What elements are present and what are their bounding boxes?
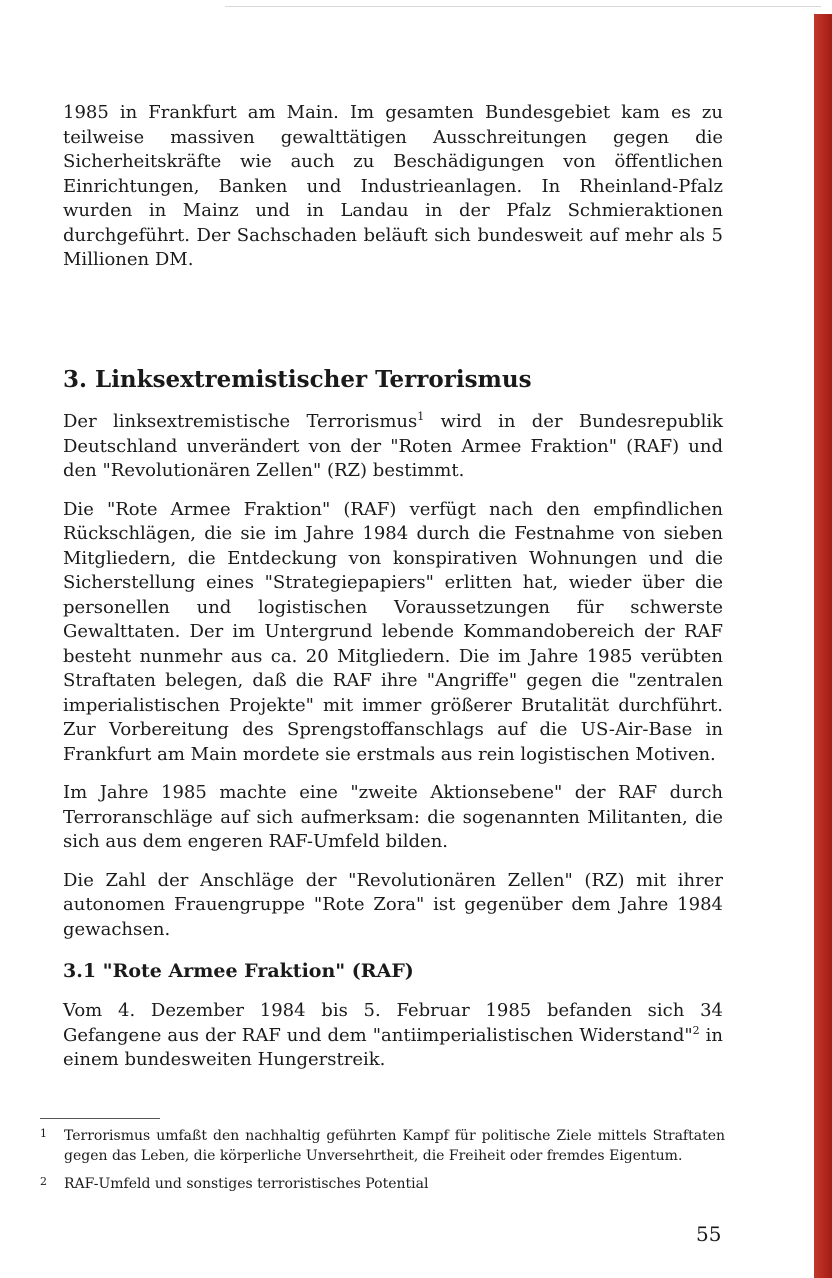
page-number: 55 <box>696 1222 722 1246</box>
section-3-paragraph-1-text-a: Der linksextremistische Terrorismus <box>63 411 418 432</box>
section-3-1-body <box>63 999 723 1073</box>
footnote-1-number: 1 <box>40 1127 47 1140</box>
section-3-1-paragraph-1 <box>63 999 723 1073</box>
section-3-paragraph-4: Die Zahl der Anschläge der "Revolutionären Zellen" (RZ) mit ihrer autonomen Frauengruppe "Rote Zora" ist gegenüber dem Jahre 1984 gewachsen. <box>63 869 723 940</box>
section-3-paragraph-2: Die "Rote Armee Fraktion" (RAF) verfügt nach den empfindlichen Rückschlägen, die sie im Jahre 1984 durch die Festnahme von sieben Mitgliedern, die Entdeckung von konspirativen Wohnungen und die Sicherstellung eines "Strategiepapiers" erlitten hat, wieder über die personellen und logistischen Voraussetzungen für schwerste Gewalttaten. Der im Untergrund lebende Kommandobereich der RAF besteht nunmehr aus ca. 20 Mitgliedern. Die im Jahre 1985 verübten Straftaten belegen, daß die RAF ihre "Angriffe" gegen die "zentralen imperialistischen Projekte" mit immer größerer Brutalität durchführt. Zur Vorbereitung des Sprengstoffanschlags auf die US-Air-Base in Frankfurt am Main mordete sie erstmals aus rein logistischen Motiven. <box>63 498 723 765</box>
footnotes <box>40 1126 725 1202</box>
section-3-1-paragraph-1-text-a: Vom 4. Dezember 1984 bis 5. Februar 1985 befanden sich 34 Gefangene aus der RAF und dem "antiimperialistischen Widerstand" <box>63 1000 723 1046</box>
footnote-separator <box>40 1118 160 1119</box>
footnote-ref-2[interactable]: 2 <box>692 1023 700 1037</box>
footnote-2 <box>40 1174 725 1194</box>
section-3-1-heading: 3.1 "Rote Armee Fraktion" (RAF) <box>63 960 414 982</box>
footnote-ref-1[interactable]: 1 <box>417 410 425 423</box>
section-3-paragraph-3: Im Jahre 1985 machte eine "zweite Aktionsebene" der RAF durch Terroranschläge auf sich aufmerksam: die sogenannten Militanten, die sich aus dem engeren RAF-Umfeld bilden. <box>63 782 723 852</box>
section-3-heading: 3. Linksextremistischer Terrorismus <box>63 366 532 393</box>
section-3-paragraph-1 <box>63 410 723 484</box>
scan-top-edge <box>225 6 821 7</box>
intro-paragraph: 1985 in Frankfurt am Main. Im gesamten Bundesgebiet kam es zu teilweise massiven gewalttätigen Ausschreitungen gegen die Sicherheitskräfte wie auch zu Beschädigungen von öffentlichen Einrichtungen, Banken und Industrieanlagen. In Rheinland-Pfalz wurden in Mainz und in Landau in der Pfalz Schmieraktionen durchgeführt. Der Sachschaden beläuft sich bundesweit auf mehr als 5 Millionen DM. <box>63 102 723 270</box>
book-edge-red <box>814 14 832 1278</box>
footnote-1-text: Terrorismus umfaßt den nachhaltig geführten Kampf für politische Ziele mittels Straftaten gegen das Leben, die körperliche Unversehrtheit, die Freiheit oder fremdes Eigentum. <box>64 1128 725 1164</box>
footnote-1 <box>40 1126 725 1166</box>
section-3-paragraph-1-text-b: wird in der Bundesrepublik Deutschland unverändert von der "Roten Armee Fraktion" (RAF) und den "Revolutionären Zellen" (RZ) bestimmt. <box>63 411 723 481</box>
intro-block <box>63 101 723 273</box>
section-3-1-paragraph-1-text-b: in einem bundesweiten Hungerstreik. <box>63 1024 723 1070</box>
footnote-2-number: 2 <box>40 1175 47 1188</box>
section-3-body <box>63 410 723 956</box>
footnote-2-text: RAF-Umfeld und sonstiges terroristisches Potential <box>64 1176 429 1192</box>
